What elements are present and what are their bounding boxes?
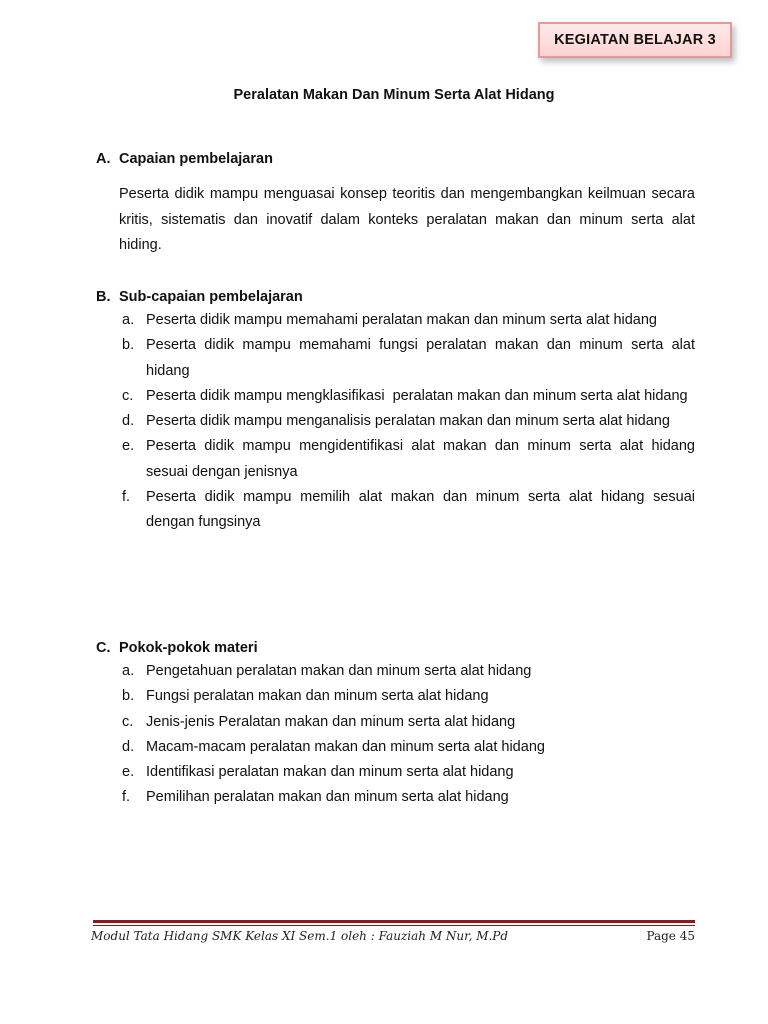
- list-item-text: Pengetahuan peralatan makan dan minum serta alat hidang: [146, 663, 532, 679]
- list-item: [120, 785, 695, 810]
- list-item: [120, 735, 695, 760]
- footer-rule-thick: [93, 920, 695, 923]
- list-marker: a.: [122, 312, 135, 328]
- list-item-text: Peserta didik mampu mengidentifikasi alat makan dan minum serta alat hidang sesuai dengan jenisnya: [146, 438, 695, 480]
- list-marker: a.: [122, 663, 135, 679]
- list-item-text: Peserta didik mampu memahami fungsi peralatan makan dan minum serta alat hidang: [146, 337, 695, 379]
- list-marker: e.: [122, 438, 135, 455]
- kegiatan-belajar-badge: KEGIATAN BELAJAR 3: [538, 22, 732, 58]
- section-b-title: Sub-capaian pembelajaran: [119, 289, 303, 305]
- list-marker: c.: [122, 713, 134, 730]
- section-c-heading: [96, 640, 258, 656]
- list-item: [120, 384, 695, 409]
- list-item-text: Macam-macam peralatan makan dan minum serta alat hidang: [146, 738, 545, 755]
- section-a-heading: [96, 151, 273, 167]
- list-item: [120, 684, 695, 709]
- section-b-letter: B.: [96, 289, 111, 305]
- list-marker: c.: [122, 387, 134, 404]
- list-item-text: Peserta didik mampu memahami peralatan makan dan minum serta alat hidang: [146, 312, 657, 328]
- pokok-materi-list: [120, 659, 695, 811]
- list-marker: b.: [122, 337, 135, 354]
- list-item: [120, 409, 695, 434]
- list-item: [120, 434, 695, 485]
- list-item: [120, 308, 695, 333]
- list-marker: b.: [122, 688, 135, 705]
- section-a-letter: A.: [96, 151, 111, 167]
- list-item-text: Fungsi peralatan makan dan minum serta alat hidang: [146, 688, 489, 705]
- list-item-text: Identifikasi peralatan makan dan minum serta alat hidang: [146, 764, 514, 781]
- list-marker: f.: [122, 489, 131, 506]
- list-marker: f.: [122, 789, 131, 806]
- list-item: [120, 659, 695, 684]
- footer-page-number: Page 45: [646, 929, 695, 943]
- section-a-title: Capaian pembelajaran: [119, 151, 273, 167]
- list-item-text: Peserta didik mampu memilih alat makan dan minum serta alat hidang sesuai dengan fungsinya: [146, 489, 695, 531]
- list-marker: e.: [122, 764, 135, 781]
- section-c-title: Pokok-pokok materi: [119, 640, 258, 656]
- list-item-text: Jenis-jenis Peralatan makan dan minum serta alat hidang: [146, 713, 516, 730]
- footer-module-credit: Modul Tata Hidang SMK Kelas XI Sem.1 oleh : Fauziah M Nur, M.Pd: [91, 929, 509, 943]
- list-item: [120, 760, 695, 785]
- list-marker: d.: [122, 738, 135, 755]
- list-marker: d.: [122, 413, 135, 430]
- page-title: Peralatan Makan Dan Minum Serta Alat Hidang: [233, 87, 555, 103]
- sub-capaian-list: [120, 308, 695, 536]
- section-a-paragraph: Peserta didik mampu menguasai konsep teoritis dan mengembangkan keilmuan secara kritis, sistematis dan inovatif dalam konteks peralatan makan dan minum serta alat hiding.: [119, 186, 695, 253]
- list-item: [120, 710, 695, 735]
- list-item: [120, 485, 695, 536]
- footer-rule-thin: [93, 925, 695, 926]
- list-item-text: Peserta didik mampu menganalisis peralatan makan dan minum serta alat hidang: [146, 413, 670, 430]
- list-item: [120, 333, 695, 384]
- list-item-text: Pemilihan peralatan makan dan minum serta alat hidang: [146, 789, 509, 806]
- section-b-heading: [96, 289, 303, 305]
- section-c-letter: C.: [96, 640, 111, 656]
- list-item-text: Peserta didik mampu mengklasifikasi peralatan makan dan minum serta alat hidang: [146, 387, 688, 404]
